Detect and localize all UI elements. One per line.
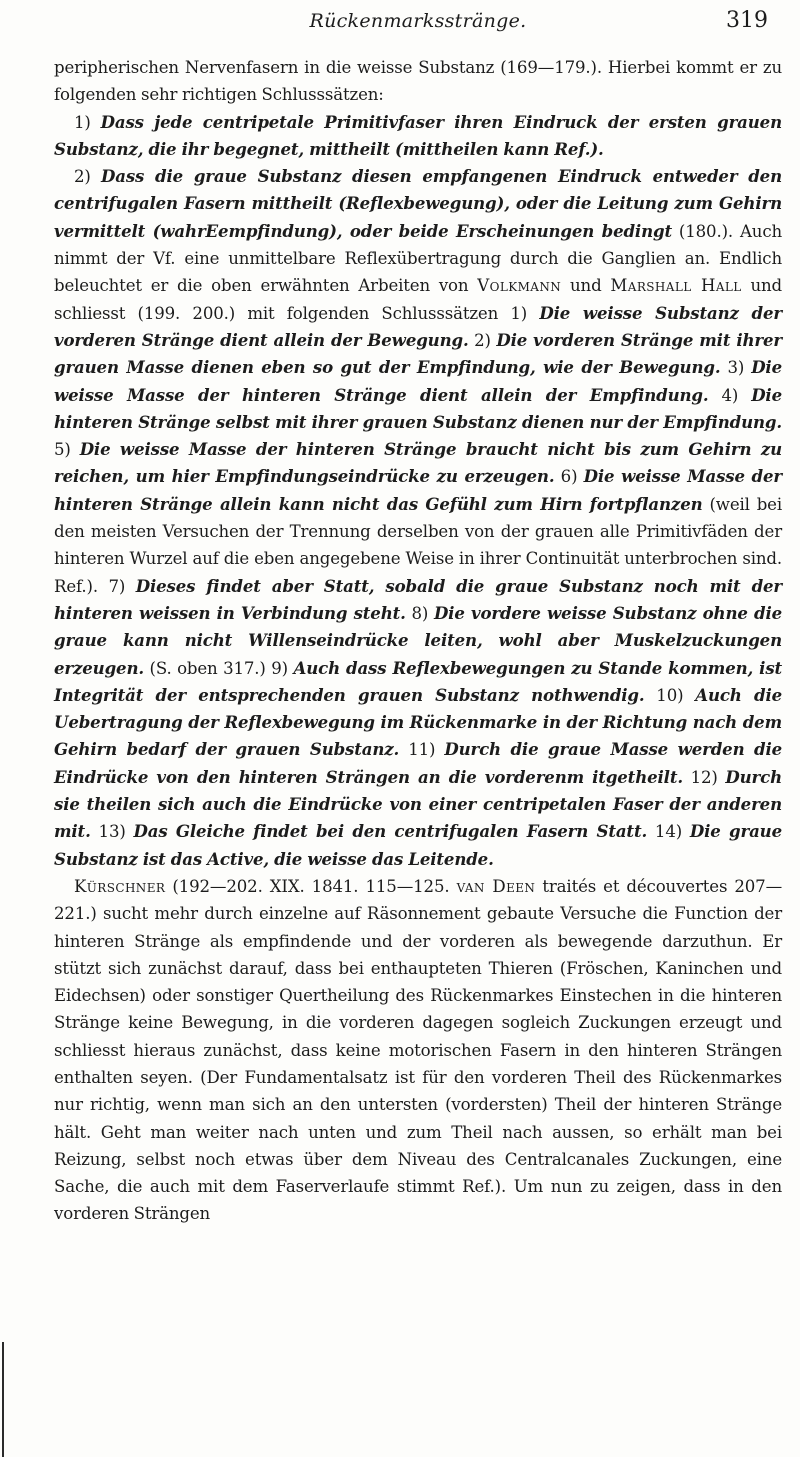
item-number: 5) [54,440,71,460]
italic-run: Das Gleiche findet bei den centrifugalen Fasern Statt. [133,821,648,842]
running-head [54,0,782,50]
italic-run: Die vordere weisse Substanz ohne die graue kann nicht Willenseindrücke leiten, wohl aber Muskelzuckungen erzeugen. [54,602,783,678]
text-run: (weil bei den meisten Versuchen der Trennung derselben von der grauen alle Primitivfäden der hinteren Wurzel auf die eben angegebene Weise in ihrer Continuität unterbrochen sind. Ref.). [54,494,782,596]
author-name: Kürschner [74,876,166,896]
author-name: Marshall Hall [610,276,742,296]
item-number: 2) [474,330,491,350]
item-number: 2) [74,167,91,187]
item-number: 1) [74,112,91,132]
text-run: peripherischen Nervenfasern in die weisse Substanz (169—179.). Hierbei kommt er zu folgenden sehr richtigen Schlusssätzen: [54,58,782,105]
text-run: und schliesst (199. 200.) mit folgenden Schlusssätzen 1) [54,276,782,323]
item-number: 8) [411,603,429,623]
italic-run: Auch dass Reflexbewegungen zu Stande kommen, ist Integrität der entsprechenden grauen Substanz nothwendig. [54,657,783,705]
italic-run: Die vorderen Stränge mit ihrer grauen Masse dienen eben so gut der Empfindung, wie der Bewegung. [54,329,783,378]
italic-run: Die weisse Masse der hinteren Stränge allein kann nicht das Gefühl zum Hirn fortpflanzen [54,466,783,514]
italic-run: Dieses findet aber Statt, sobald die graue Substanz noch mit der hinteren weissen in Verbindung steht. [54,575,783,623]
item-number: 13) [98,822,126,842]
italic-run: Durch die graue Masse werden die Eindrücke von den hinteren Strängen an die vorderenm itgetheilt. [54,739,783,787]
paragraph [54,873,782,1228]
item-number: 4) [721,385,739,405]
item-number: 7) [108,576,126,596]
text-run: (180.). Auch nimmt der Vf. eine unmittelbare Reflexübertragung durch die Ganglien an. Endlich beleuchtet er die oben erwähnten Arbeiten von [54,221,783,296]
item-number: 10) [656,685,684,705]
italic-run: Die hinteren Stränge selbst mit ihrer grauen Substanz dienen nur der Empfindung. [54,384,782,432]
author-name: van Deen [456,876,536,896]
page-number: 319 [726,8,768,33]
text-run: (192—202. XIX. 1841. 115—125. [172,876,450,896]
conclusion-item [54,109,782,164]
item-number: 11) [408,740,436,760]
italic-run: Dass jede centripetale Primitivfaser ihren Eindruck der ersten grauen Substanz, die ihr begegnet, mittheilt (mittheilen kann Ref.). [54,111,782,159]
text-run: traités et découvertes 207—221.) sucht mehr durch einzelne auf Räsonnement gebaute Versuche die Function der hinteren Stränge als empfindende und der vorderen als bewegende darzuthun. Er stützt sich zunächst darauf, dass bei enthaupteten Thieren (Fröschen, Kaninchen und Eidechsen) oder sonstiger Quertheilung des Rückenmarkes Einstechen in die hinteren Stränge keine Bewegung, in die vorderen dagegen sogleich Zuckungen erzeugt und schliesst hieraus zunächst, dass keine motorischen Fasern in den hinteren Strängen enthalten seyen. (Der Fundamentalsatz ist für den vorderen Theil des Rückenmarkes nur richtig, wenn man sich an den untersten (vordersten) Theil der hinteren Stränge hält. Geht man weiter nach unten und zum Theil nach aussen, so erhält man bei Reizung, selbst noch etwas über dem Niveau des Centralcanales Zuckungen, eine Sache, die auch mit dem Faserverlaufe stimmt Ref.). Um nun zu zeigen, dass in den vorderen Strängen [54,876,783,1224]
italic-run: Durch sie theilen sich auch die Eindrücke von einer centripetalen Faser der anderen mit. [54,766,783,842]
italic-run: Die weisse Masse der hinteren Stränge dient allein der Empfindung. [54,357,782,405]
item-number: 6) [560,467,578,487]
item-number: 14) [654,822,683,842]
italic-run: Die weisse Substanz der vorderen Stränge dient allein der Bewegung. [54,302,782,350]
italic-run: Die graue Substanz ist das Active, die weisse das Leitende. [54,821,782,869]
paragraph [54,54,782,109]
italic-run: Auch die Uebertragung der Reflexbewegung im Rückenmarke in der Richtung nach dem Gehirn bedarf der grauen Substanz. [54,684,783,760]
author-name: Volkmann [477,276,562,296]
text-run: und [570,276,602,296]
scan-edge-line [2,1342,4,1457]
body-text [54,54,782,1228]
item-number: 12) [690,767,718,787]
italic-run: Die weisse Masse der hinteren Stränge braucht nicht bis zum Gehirn zu reichen, um hier Empfindungseindrücke zu erzeugen. [54,439,783,487]
item-number: 3) [727,358,745,378]
book-page [54,0,782,1228]
italic-run: Dass die graue Substanz diesen empfangenen Eindruck entweder den centrifugalen Fasern mittheilt (Reflexbewegung), oder die Leitung zum Gehirn vermittelt (wahrEempfindung), oder beide Erscheinungen bedingt [54,166,782,241]
text-run: (S. oben 317.) [149,658,266,678]
item-number: 9) [271,658,288,678]
running-title: Rückenmarksstränge. [309,10,527,32]
conclusion-item [54,163,782,873]
